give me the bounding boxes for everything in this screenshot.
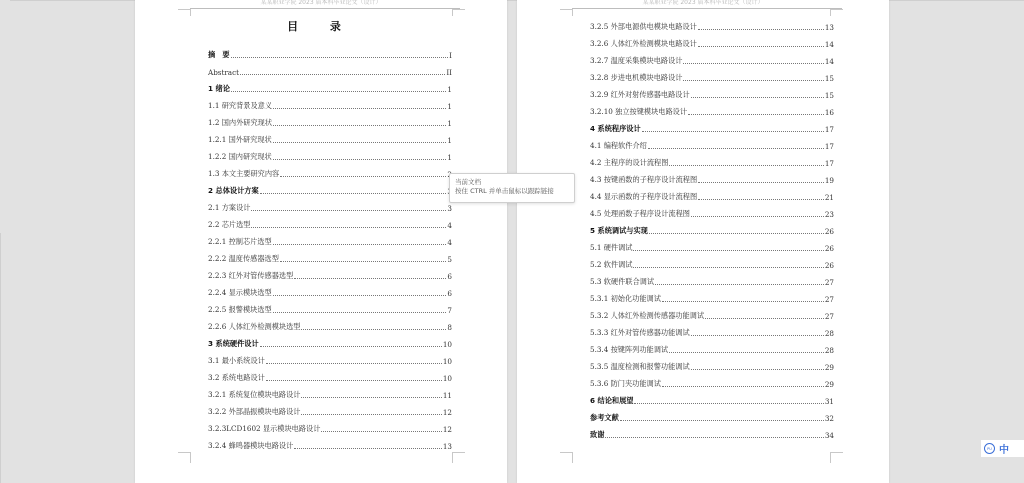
toc-entry-link[interactable] [590, 428, 834, 440]
margin-corner-br [830, 452, 843, 463]
toc-leader-dots [273, 108, 446, 109]
toc-entry-link[interactable] [208, 337, 452, 349]
toc-entry-link[interactable] [208, 201, 452, 213]
toc-leader-dots [301, 397, 441, 398]
toc-entry-page-number: 1 [447, 136, 452, 145]
toc-leader-dots [273, 125, 446, 126]
toc-entry-label: 5.3.2 人体红外检测传感器功能调试 [590, 311, 705, 320]
toc-leader-dots [691, 369, 824, 370]
toc-entry-page-number: 21 [824, 193, 834, 202]
toc-entry-label: 2.2.5 报警模块选型 [208, 305, 272, 314]
toc-entry-label: 1.3 本文主要研究内容 [208, 169, 280, 178]
toc-entry-label: 4.2 主程序的设计流程图 [590, 158, 669, 167]
toc-entry-link[interactable] [590, 326, 834, 338]
page-header: 某某职业学院 2023 届本科毕业论文（设计） [260, 0, 382, 6]
toc-entry-link[interactable] [208, 422, 452, 434]
margin-corner-bl [560, 452, 573, 463]
toc-entry-link[interactable] [590, 377, 834, 389]
ime-logo-icon: PU [984, 443, 995, 454]
toc-leader-dots [662, 301, 824, 302]
toc-entry-label: 4.1 编程软件介绍 [590, 141, 647, 150]
toc-entry-label: 5.3.5 温度检测和报警功能调试 [590, 362, 690, 371]
toc-entry-label: 3.2.10 独立按键模块电路设计 [590, 107, 688, 116]
toc-entry-page-number: 26 [824, 261, 834, 270]
toc-leader-dots [231, 91, 447, 92]
page-header: 某某职业学院 2023 届本科毕业论文（设计） [642, 0, 764, 6]
toc-entry-label: 4 系统程序设计 [590, 124, 641, 133]
toc-entry-label: 3.1 最小系统设计 [208, 356, 265, 365]
toc-entry-link[interactable] [590, 156, 834, 168]
toc-entry-page-number: 10 [442, 340, 452, 349]
toc-leader-dots [273, 312, 447, 313]
toc-entry-page-number: 23 [824, 210, 834, 219]
toc-entry-label: 3.2.3LCD1602 显示模块电路设计 [208, 424, 321, 433]
toc-entry-label: 5.3.3 红外对管传感器功能调试 [590, 328, 690, 337]
toc-leader-dots [294, 448, 442, 449]
toc-entry-link[interactable] [208, 388, 452, 400]
toc-entry-label: 摘 要 [208, 50, 230, 59]
toc-entry-page-number: 10 [442, 357, 452, 366]
toc-entry-link[interactable] [208, 354, 452, 366]
toc-entry-label: 1.2.1 国外研究现状 [208, 135, 272, 144]
toc-entry-link[interactable] [590, 224, 834, 236]
toc-leader-dots [683, 63, 823, 64]
toc-entry-link[interactable] [590, 394, 834, 406]
toc-leader-dots [231, 57, 449, 58]
toc-leader-dots [648, 148, 824, 149]
toc-entry-link[interactable] [208, 167, 452, 179]
scroll-edge [0, 233, 1, 483]
margin-corner-tr [452, 9, 465, 16]
toc-leader-dots [260, 346, 442, 347]
toc-leader-dots [691, 335, 824, 336]
toc-leader-dots [605, 437, 823, 438]
toc-entry-page-number: 5 [447, 255, 452, 264]
toc-entry-link[interactable] [208, 218, 452, 230]
toc-entry-link[interactable] [590, 190, 834, 202]
toc-entry-page-number: 26 [824, 227, 834, 236]
toc-entry-label: 2.1 方案设计 [208, 203, 251, 212]
toc-entry-link[interactable] [590, 241, 834, 253]
toc-entry-page-number: 4 [447, 221, 452, 230]
toc-entry-label: 3.2.6 人体红外检测模块电路设计 [590, 39, 697, 48]
toc-leader-dots [260, 193, 447, 194]
toc-entry-link[interactable] [208, 286, 452, 298]
margin-corner-tl [560, 9, 573, 16]
toc-entry-page-number: 28 [824, 346, 834, 355]
document-page-left [135, 0, 507, 483]
toc-entry-label: 2 总体设计方案 [208, 186, 259, 195]
toc-leader-dots [280, 261, 447, 262]
toc-entry-label: 3.2.5 外部电源供电模块电路设计 [590, 22, 697, 31]
toc-leader-dots [251, 227, 446, 228]
toc-entry-page-number: 27 [824, 295, 834, 304]
toc-entry-link[interactable] [208, 320, 452, 332]
toc-entry-label: 5.2 软件调试 [590, 260, 633, 269]
toc-leader-dots [698, 29, 824, 30]
toc-entry-link[interactable] [208, 371, 452, 383]
margin-corner-tr [830, 9, 843, 16]
toc-leader-dots [691, 216, 824, 217]
toc-entry-page-number: 34 [824, 431, 834, 440]
toc-entry-page-number: 32 [824, 414, 834, 423]
toc-entry-label: 6 结论和展望 [590, 396, 634, 405]
toc-entry-label: 5.3.1 初始化功能调试 [590, 294, 661, 303]
toc-entry-label: 3.2.8 步进电机模块电路设计 [590, 73, 683, 82]
toc-entry-link[interactable] [208, 252, 452, 264]
toc-entry-label: 2.2.4 显示模块选型 [208, 288, 272, 297]
toc-leader-dots [266, 380, 442, 381]
toc-entry-page-number: 1 [447, 153, 452, 162]
toc-entry-label: 3.2 系统电路设计 [208, 373, 265, 382]
toc-leader-dots [633, 267, 823, 268]
toc-entry-page-number: 14 [824, 40, 834, 49]
toc-entry-page-number: 1 [447, 119, 452, 128]
toc-entry-link[interactable] [590, 343, 834, 355]
toc-entry-page-number: 6 [447, 289, 452, 298]
toc-entry-label: 1.2 国内外研究现状 [208, 118, 273, 127]
toc-entry-label: 致谢 [590, 430, 605, 439]
toc-entry-label: 5 系统调试与实现 [590, 226, 648, 235]
tooltip-hint: 按住 CTRL 并单击鼠标以跟踪链接 [455, 187, 554, 195]
toc-entry-label: 4.5 处理函数子程序设计流程图 [590, 209, 690, 218]
toc-entry-link[interactable] [208, 150, 452, 162]
toc-leader-dots [266, 363, 442, 364]
toc-entry-page-number: 13 [442, 442, 452, 451]
toc-entry-page-number: 10 [442, 374, 452, 383]
toc-entry-page-number: 6 [447, 272, 452, 281]
toc-leader-dots [280, 176, 446, 177]
toc-entry-page-number: 4 [447, 238, 452, 247]
toc-entry-page-number: I [449, 51, 452, 60]
toc-entry-link[interactable] [590, 139, 834, 151]
toc-entry-page-number: 12 [442, 408, 452, 417]
ime-indicator[interactable] [981, 440, 1024, 457]
toc-entry-page-number: 1 [447, 85, 452, 94]
toc-leader-dots [683, 80, 823, 81]
toc-leader-dots [273, 295, 447, 296]
toc-entry-link[interactable] [208, 116, 452, 128]
toc-entry-link[interactable] [590, 54, 834, 66]
toc-entry-link[interactable] [208, 133, 452, 145]
toc-entry-page-number: 3 [447, 204, 452, 213]
toc-entry-link[interactable] [208, 235, 452, 247]
toc-entry-link[interactable] [590, 122, 834, 134]
toc-entry-label: 1.1 研究背景及意义 [208, 101, 273, 110]
toc-entry-label: 5.1 硬件调试 [590, 243, 633, 252]
toc-entry-page-number: 8 [447, 323, 452, 332]
toc-leader-dots [669, 165, 823, 166]
toc-entry-link[interactable] [590, 411, 834, 423]
toc-leader-dots [294, 278, 446, 279]
toc-entry-label: 3.2.4 蜂鸣器模块电路设计 [208, 441, 294, 450]
toc-entry-label: 4.3 按键函数的子程序设计流程图 [590, 175, 698, 184]
toc-entry-link[interactable] [590, 207, 834, 219]
toc-entry-label: 2.2 芯片选型 [208, 220, 251, 229]
toc-entry-label: 2.2.2 温度传感器选型 [208, 254, 279, 263]
toc-entry-link[interactable] [590, 173, 834, 185]
toc-entry-link[interactable] [590, 105, 834, 117]
header-rule [572, 8, 842, 9]
toc-entry-link[interactable] [590, 292, 834, 304]
toc-entry-label: 4.4 显示函数的子程序设计流程图 [590, 192, 698, 201]
toc-leader-dots [273, 244, 447, 245]
toc-entry-link[interactable] [590, 309, 834, 321]
toc-entry-link[interactable] [590, 88, 834, 100]
toc-entry-label: 3.2.2 外部晶振模块电路设计 [208, 407, 301, 416]
toc-title: 目 录 [287, 20, 355, 33]
toc-entry-label: 参考文献 [590, 413, 619, 422]
toc-entry-page-number: 7 [447, 306, 452, 315]
toc-entry-page-number: 31 [824, 397, 834, 406]
toc-entry-page-number: 27 [824, 278, 834, 287]
toc-leader-dots [301, 414, 441, 415]
toc-leader-dots [633, 250, 823, 251]
toc-entry-page-number: 13 [824, 23, 834, 32]
toc-entry-page-number: 14 [824, 57, 834, 66]
toc-leader-dots [649, 233, 824, 234]
tooltip-title: 当前文档 [455, 178, 481, 186]
toc-leader-dots [620, 420, 824, 421]
toc-entry-link[interactable] [590, 20, 834, 32]
toc-entry-page-number: II [446, 68, 452, 77]
document-page-right [517, 0, 889, 483]
toc-leader-dots [698, 182, 824, 183]
toc-entry-page-number: 17 [824, 142, 834, 151]
toc-entry-page-number: 15 [824, 74, 834, 83]
toc-entry-page-number: 15 [824, 91, 834, 100]
toc-leader-dots [273, 159, 447, 160]
toc-entry-page-number: 27 [824, 312, 834, 321]
toc-leader-dots [273, 142, 447, 143]
toc-leader-dots [698, 199, 824, 200]
toc-entry-page-number: 29 [824, 363, 834, 372]
toc-leader-dots [301, 329, 446, 330]
toc-leader-dots [688, 114, 824, 115]
toc-entry-label: 1.2.2 国内研究现状 [208, 152, 272, 161]
toc-entry-link[interactable] [590, 37, 834, 49]
toc-entry-link[interactable] [208, 99, 452, 111]
toc-entry-link[interactable] [590, 360, 834, 372]
toc-entry-link[interactable] [208, 439, 452, 451]
toc-entry-link[interactable] [590, 71, 834, 83]
toc-entry-label: 2.2.1 控制芯片选型 [208, 237, 272, 246]
toc-entry-page-number: 29 [824, 380, 834, 389]
margin-corner-bl [178, 452, 191, 463]
toc-entry-page-number: 1 [447, 102, 452, 111]
toc-leader-dots [705, 318, 824, 319]
toc-leader-dots [642, 131, 824, 132]
toc-entry-label: 5.3.6 防门夹功能调试 [590, 379, 661, 388]
toc-entry-page-number: 16 [824, 108, 834, 117]
toc-entry-label: 3 系统硬件设计 [208, 339, 259, 348]
toc-leader-dots [669, 352, 824, 353]
link-tooltip [449, 173, 575, 203]
toc-entry-page-number: 12 [442, 425, 452, 434]
toc-leader-dots [240, 74, 445, 75]
ime-language-toggle[interactable]: 中 [999, 445, 1009, 456]
toc-entry-label: 5.3 软硬件联合调试 [590, 277, 655, 286]
toc-entry-page-number: 19 [824, 176, 834, 185]
toc-entry-page-number: 17 [824, 125, 834, 134]
toc-entry-page-number: 17 [824, 159, 834, 168]
toc-entry-label: 5.3.4 按键阵列功能调试 [590, 345, 669, 354]
toc-entry-link[interactable] [590, 258, 834, 270]
toc-entry-label: 2.2.3 红外对管传感器选型 [208, 271, 294, 280]
toc-entry-label: Abstract [208, 68, 240, 77]
toc-entry-link[interactable] [208, 269, 452, 281]
toc-leader-dots [698, 46, 824, 47]
margin-corner-tl [178, 9, 191, 16]
toc-entry-label: 3.2.7 温度采集模块电路设计 [590, 56, 683, 65]
toc-leader-dots [321, 431, 441, 432]
toc-entry-label: 1 绪论 [208, 84, 230, 93]
toc-leader-dots [691, 97, 824, 98]
toc-entry-link[interactable] [208, 303, 452, 315]
toc-entry-label: 3.2.9 红外对射传感器电路设计 [590, 90, 690, 99]
toc-entry-page-number: 11 [442, 391, 452, 400]
toc-entry-page-number: 28 [824, 329, 834, 338]
toc-leader-dots [655, 284, 824, 285]
toc-leader-dots [662, 386, 824, 387]
toc-entry-page-number: 26 [824, 244, 834, 253]
toc-entry-link[interactable] [208, 48, 452, 60]
header-rule [190, 8, 460, 9]
toc-entry-label: 2.2.6 人体红外检测模块选型 [208, 322, 301, 331]
toc-entry-link[interactable] [590, 275, 834, 287]
toc-entry-link[interactable] [208, 405, 452, 417]
margin-corner-br [452, 452, 465, 463]
toc-entry-link[interactable] [208, 82, 452, 94]
toc-leader-dots [251, 210, 446, 211]
toc-entry-label: 3.2.1 系统复位模块电路设计 [208, 390, 301, 399]
toc-leader-dots [634, 403, 823, 404]
toc-entry-link[interactable] [208, 65, 452, 77]
toc-entry-link[interactable] [208, 184, 452, 196]
